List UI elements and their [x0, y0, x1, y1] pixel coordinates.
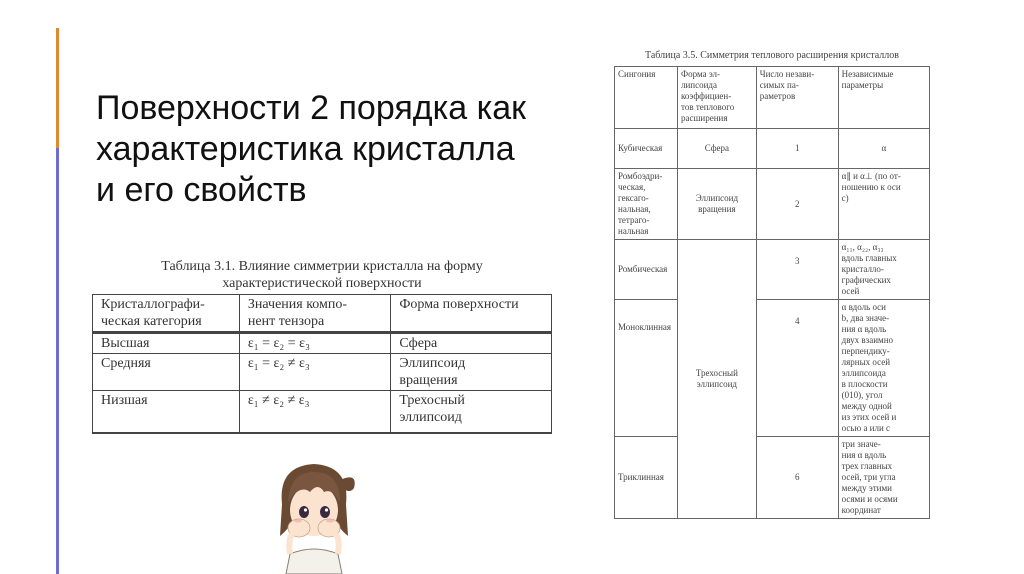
table31-caption — [92, 258, 552, 292]
accent-bar-orange — [56, 28, 59, 148]
table-row — [615, 169, 930, 240]
table35-cell-params: α∥ и α⊥ (по от- ношению к оси c) — [838, 169, 929, 240]
table31-cell-tensor: ε₁ = ε₂ = ε₃ — [239, 333, 390, 354]
table35-cell-shape: Эллипсоид вращения — [678, 169, 757, 240]
table35-cell-params: α₁₁, α₂₂, α₃₃ вдоль главных кристалло- графических осей — [838, 240, 929, 300]
table-row — [615, 300, 930, 437]
table-row — [93, 391, 552, 434]
table31-header-tensor: Значения компо- нент тензора — [239, 295, 390, 333]
table35-cell-syngony: Ромбоэдри- ческая, гексаго- нальная, тетраго- нальная — [615, 169, 678, 240]
table31-header-category: Кристаллографи- ческая категория — [93, 295, 240, 333]
table35-cell-shape: Трехосный эллипсоид — [678, 240, 757, 519]
table31-cell-shape: Сфера — [391, 333, 552, 354]
table35-cell-count: 6 — [756, 437, 838, 519]
table31-header-shape: Форма поверхности — [391, 295, 552, 333]
table35-cell-shape: Сфера — [678, 129, 757, 169]
slide-title-line: и его свойств — [96, 171, 307, 209]
accent-bar-blue — [56, 148, 59, 574]
table35-caption: Таблица 3.5. Симметрия теплового расширения кристаллов — [644, 50, 900, 61]
table31-cell-shape: Трехосный эллипсоид — [391, 391, 552, 434]
table31-cell-shape: Эллипсоид вращения — [391, 354, 552, 391]
slide-title-line: Поверхности 2 порядка как — [96, 89, 526, 127]
accent-bar — [56, 28, 59, 574]
table35-cell-count: 2 — [756, 169, 838, 240]
table35-header-count: Число незави- симых па- раметров — [756, 67, 838, 129]
table31-cell-category: Высшая — [93, 333, 240, 354]
table-row — [93, 333, 552, 354]
table35-cell-count: 1 — [756, 129, 838, 169]
table31-caption-line: характеристической поверхности — [222, 276, 422, 291]
table35-cell-params: α — [838, 129, 929, 169]
table-row — [615, 240, 930, 300]
table35-cell-params: α вдоль оси b, два значе- ния α вдоль двух взаимно перпендику- лярных осей эллипсоида в плоскости (010), угол между одной из этих осей и осью a или c — [838, 300, 929, 437]
table35-header-row — [615, 67, 930, 129]
table31-cell-tensor: ε₁ = ε₂ ≠ ε₃ — [239, 354, 390, 391]
slide-title — [96, 88, 586, 211]
table-row — [93, 354, 552, 391]
table31-cell-category: Средняя — [93, 354, 240, 391]
table31-caption-line: Таблица 3.1. Влияние симметрии кристалла на форму — [161, 259, 483, 274]
table-row — [615, 437, 930, 519]
table35-cell-syngony: Моноклинная — [615, 300, 678, 437]
anime-girl-covering-face-icon — [268, 458, 360, 574]
table31 — [92, 294, 552, 434]
table31-header-row — [93, 295, 552, 333]
table31-cell-tensor: ε₁ ≠ ε₂ ≠ ε₃ — [239, 391, 390, 434]
table35-cell-count: 4 — [756, 300, 838, 437]
table35-header-syngony: Сингония — [615, 67, 678, 129]
table35-header-shape: Форма эл- липсоида коэффициен- тов теплового расширения — [678, 67, 757, 129]
slide-title-line: характеристика кристалла — [96, 130, 515, 168]
table31-cell-category: Низшая — [93, 391, 240, 434]
table35 — [614, 66, 930, 519]
table35-cell-params: три значе- ния α вдоль трех главных осей, три угла между этими осями и осями координат — [838, 437, 929, 519]
table35-cell-count: 3 — [756, 240, 838, 300]
table35-cell-syngony: Триклинная — [615, 437, 678, 519]
table-row — [615, 129, 930, 169]
table35-cell-syngony: Ромбическая — [615, 240, 678, 300]
table35-cell-syngony: Кубическая — [615, 129, 678, 169]
table35-header-params: Независимые параметры — [838, 67, 929, 129]
